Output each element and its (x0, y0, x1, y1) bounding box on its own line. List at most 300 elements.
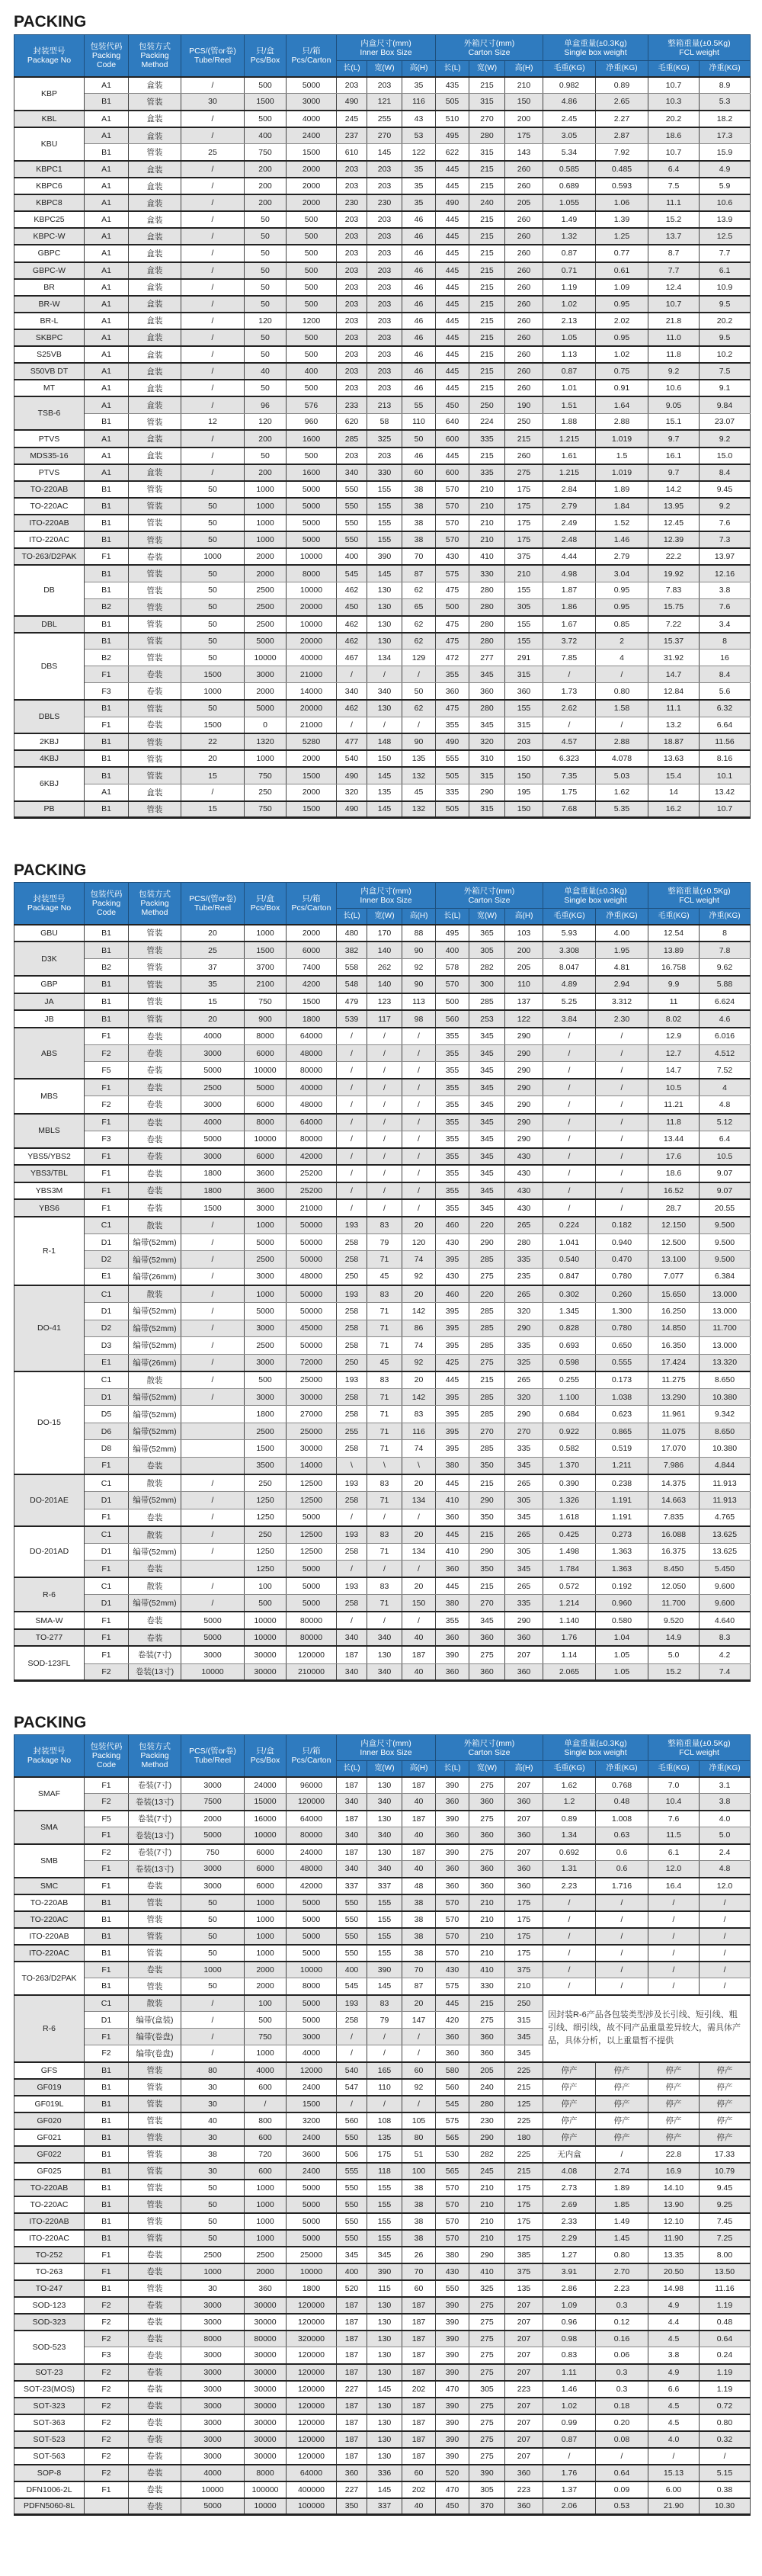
cell: 290 (505, 1096, 543, 1114)
package-name: YBS6 (14, 1199, 85, 1217)
cell: 120000 (287, 2314, 337, 2331)
cell: 290 (505, 1062, 543, 1079)
cell: 7.22 (648, 616, 700, 633)
cell: 卷装 (129, 1629, 181, 1647)
cell: 340 (337, 1663, 367, 1681)
cell: 0.63 (596, 1827, 648, 1844)
cell: 3000 (287, 2029, 337, 2045)
cell: 0.585 (543, 161, 596, 178)
table-row (14, 2129, 751, 2146)
cell: 120 (245, 313, 287, 329)
cell: 停产 (648, 2112, 700, 2129)
cell: 210 (469, 1894, 505, 1911)
cell: 203 (367, 296, 402, 313)
table-row (14, 346, 751, 363)
col-pcs-carton (287, 883, 337, 925)
cell: 207 (505, 2414, 543, 2431)
cell: 7.6 (648, 1811, 700, 1827)
cell: 210 (469, 1911, 505, 1928)
cell: 79 (367, 1233, 402, 1251)
subcol-h-text: 高(H) (409, 1763, 428, 1772)
cell: 345 (337, 2247, 367, 2263)
cell: 散装 (129, 1371, 181, 1389)
subcol-l-text: 长(L) (443, 911, 461, 920)
table-row (14, 1844, 751, 1861)
cell: 管装 (129, 616, 181, 633)
package-name: ABS (14, 1028, 85, 1079)
cell: A1 (85, 194, 129, 211)
cell: 2500 (245, 1423, 287, 1440)
cell: 20.50 (648, 2263, 700, 2280)
cell: / (337, 2096, 367, 2112)
cell: 3.8 (700, 582, 751, 598)
cell: 卷装(13寸) (129, 1827, 181, 1844)
cell: 62 (402, 700, 436, 717)
cell: 215 (469, 211, 505, 228)
cell: 0.425 (543, 1526, 596, 1544)
cell: / (543, 1028, 596, 1045)
cell: 1.75 (543, 784, 596, 800)
cell: / (596, 1928, 648, 1945)
cell: 360 (245, 2280, 287, 2297)
cell: 150 (505, 767, 543, 784)
cell: 卷装 (129, 2381, 181, 2398)
cell: 编带(52mm) (129, 1543, 181, 1561)
cell: 235 (505, 1268, 543, 1285)
cell: 500 (245, 1371, 287, 1389)
cell: 1.05 (543, 329, 596, 346)
section-title: PACKING (14, 1714, 87, 1731)
cell: 320 (505, 1303, 543, 1320)
table-row (14, 1337, 751, 1355)
cell: 203 (367, 262, 402, 279)
cell: 155 (367, 498, 402, 515)
cell: 215 (469, 1577, 505, 1595)
cell: 200 (245, 178, 287, 194)
cell: 1000 (245, 2045, 287, 2062)
cell: 2500 (245, 2247, 287, 2263)
cell: 1000 (245, 531, 287, 548)
table-row (14, 296, 751, 313)
cell: 30000 (245, 1646, 287, 1663)
cell: 0.555 (596, 1354, 648, 1371)
package-name: TO-220AC (14, 2196, 85, 2213)
cell: 10.79 (700, 2163, 751, 2180)
cell: 130 (367, 1811, 402, 1827)
cell: 1.62 (543, 1777, 596, 1794)
package-name: TO-277 (14, 1629, 85, 1647)
cell: 8.4 (700, 464, 751, 481)
cell: 530 (436, 2146, 469, 2163)
table-row (14, 448, 751, 464)
cell: 187 (402, 1646, 436, 1663)
cell: / (337, 1062, 367, 1079)
cell: 10000 (287, 2263, 337, 2280)
cell: 255 (367, 111, 402, 127)
table-row (14, 750, 751, 767)
cell: 4000 (287, 2045, 337, 2062)
cell: 1000 (245, 1945, 287, 1962)
cell: 卷装(7寸) (129, 1844, 181, 1861)
col-package-no-text: 封装型号 (33, 893, 66, 903)
cell: / (337, 1509, 367, 1526)
cell: 355 (436, 1079, 469, 1096)
cell: 38 (402, 515, 436, 531)
cell: 5000 (287, 1945, 337, 1962)
cell: 355 (436, 1096, 469, 1114)
table-row (14, 565, 751, 582)
cell: 管装 (129, 767, 181, 784)
cell: 2.62 (543, 700, 596, 717)
cell: 1.140 (543, 1612, 596, 1629)
cell: 187 (337, 2364, 367, 2381)
cell: 0.48 (700, 2314, 751, 2331)
cell: 203 (367, 161, 402, 178)
cell: 5000 (245, 1079, 287, 1096)
subcol-l-text: 长(L) (343, 1763, 360, 1772)
cell: 550 (337, 498, 367, 515)
cell: 1000 (245, 481, 287, 498)
cell: 17.6 (648, 1148, 700, 1166)
cell: 7400 (287, 959, 337, 977)
cell: 223 (505, 2381, 543, 2398)
cell: 11.700 (700, 1320, 751, 1337)
cell: 2.73 (543, 2180, 596, 2196)
cell: 0.960 (596, 1595, 648, 1612)
table-row (14, 633, 751, 650)
cell: 92 (402, 1268, 436, 1285)
col-pcs-carton-text: 只/箱 (302, 893, 321, 903)
cell: 50 (245, 296, 287, 313)
cell: 14000 (287, 1457, 337, 1474)
cell: 50 (245, 380, 287, 396)
table-row (14, 2230, 751, 2247)
cell: 360 (469, 1794, 505, 1811)
package-name: GF021 (14, 2129, 85, 2146)
cell: 265 (505, 1526, 543, 1544)
cell: 395 (436, 1388, 469, 1406)
cell: 430 (505, 1182, 543, 1200)
cell: 1.215 (543, 464, 596, 481)
cell: / (402, 1165, 436, 1182)
cell: 400 (287, 363, 337, 380)
cell: 12.54 (648, 925, 700, 942)
cell: 12500 (287, 1526, 337, 1544)
subcol-gross2-text: 毛重(KG) (658, 911, 690, 920)
cell: 315 (469, 801, 505, 818)
cell: 2000 (287, 750, 337, 767)
cell: 340 (337, 1861, 367, 1878)
cell: 83 (402, 1406, 436, 1423)
cell: 0.16 (596, 2331, 648, 2347)
cell: 16.1 (648, 448, 700, 464)
cell: 管装 (129, 2079, 181, 2096)
cell: 4000 (287, 111, 337, 127)
col-pcs-tube-reel-text: Tube/Reel (194, 55, 232, 65)
cell: 50 (181, 633, 245, 650)
cell: 9.05 (648, 396, 700, 413)
col-packing-code (85, 1735, 129, 1777)
cell: 3700 (245, 959, 287, 977)
cell: 1250 (245, 1492, 287, 1509)
subcol-net2-text: 净重(KG) (709, 1763, 741, 1772)
cell: 224 (469, 413, 505, 430)
cell: 62 (402, 616, 436, 633)
cell: 管装 (129, 413, 181, 430)
cell: 5000 (287, 1595, 337, 1612)
cell: B1 (85, 700, 129, 717)
cell: A1 (85, 296, 129, 313)
cell: 350 (469, 1561, 505, 1578)
cell: 编带(卷盘) (129, 2045, 181, 2062)
cell: 0.470 (596, 1251, 648, 1269)
table-row (14, 1423, 751, 1440)
cell: 340 (337, 1827, 367, 1844)
cell: / (337, 1561, 367, 1578)
cell: 8.4 (700, 666, 751, 683)
cell: 停产 (596, 2079, 648, 2096)
cell: 64000 (287, 1028, 337, 1045)
col-pcs-box-text: Pcs/Box (250, 903, 280, 913)
cell: 2.23 (543, 1878, 596, 1894)
table-row (14, 2398, 751, 2414)
cell: 193 (337, 1217, 367, 1234)
cell: 285 (469, 1303, 505, 1320)
cell: 260 (505, 211, 543, 228)
cell: 575 (436, 565, 469, 582)
cell: 散装 (129, 1577, 181, 1595)
cell: / (596, 1199, 648, 1217)
cell: 550 (337, 515, 367, 531)
cell: 125 (505, 2096, 543, 2112)
subcol-gross (543, 1761, 596, 1777)
col-pcs-tube-reel-text: Tube/Reel (194, 1755, 232, 1765)
cell: 155 (367, 2230, 402, 2247)
cell: 停产 (596, 2062, 648, 2079)
cell: 管装 (129, 1894, 181, 1911)
cell: 472 (436, 650, 469, 666)
package-name: KBP (14, 77, 85, 111)
col-packing-code (85, 883, 129, 925)
cell: A1 (85, 464, 129, 481)
cell: 270 (367, 127, 402, 144)
cell: 260 (505, 178, 543, 194)
cell: 11.8 (648, 1114, 700, 1131)
subcol-h (402, 1761, 436, 1777)
cell: 1500 (287, 767, 337, 784)
cell: 10000 (181, 1663, 245, 1681)
cell: / (181, 380, 245, 396)
cell: 245 (469, 2163, 505, 2180)
cell: 0.64 (596, 2465, 648, 2481)
cell: 22 (181, 733, 245, 750)
cell: 570 (436, 531, 469, 548)
cell: 16.4 (648, 1878, 700, 1894)
cell: 50000 (287, 1217, 337, 1234)
cell: 550 (337, 1928, 367, 1945)
cell: 205 (505, 194, 543, 211)
cell: 50 (181, 1978, 245, 1995)
cell: 355 (436, 1062, 469, 1079)
cell: 570 (436, 498, 469, 515)
cell: 430 (436, 1962, 469, 1978)
cell: 12500 (287, 1543, 337, 1561)
cell: 2000 (287, 784, 337, 800)
table-row (14, 1629, 751, 1647)
cell: 83 (367, 1217, 402, 1234)
cell: 20 (181, 1010, 245, 1028)
cell: 2.30 (596, 1010, 648, 1028)
cell: / (402, 1612, 436, 1629)
cell: 390 (436, 1844, 469, 1861)
cell: 380 (436, 1595, 469, 1612)
cell: 80000 (287, 1827, 337, 1844)
cell: F1 (85, 1561, 129, 1578)
cell: 175 (505, 2180, 543, 2196)
cell: / (648, 1962, 700, 1978)
cell: 445 (436, 178, 469, 194)
cell: 6.4 (700, 1131, 751, 1148)
cell: 1.191 (596, 1509, 648, 1526)
cell: 258 (337, 1492, 367, 1509)
cell: / (337, 1028, 367, 1045)
cell: 2.065 (543, 1663, 596, 1681)
package-name: KBPC8 (14, 194, 85, 211)
cell: B1 (85, 733, 129, 750)
cell: 0.623 (596, 1406, 648, 1423)
package-name: GF022 (14, 2146, 85, 2163)
table-row (14, 1268, 751, 1285)
package-name: DO-201AD (14, 1526, 85, 1578)
cell: 240 (469, 194, 505, 211)
cell: 管装 (129, 942, 181, 959)
cell: 215 (469, 448, 505, 464)
cell: 1.100 (543, 1388, 596, 1406)
table-row (14, 1543, 751, 1561)
col-carton-size (436, 883, 543, 909)
cell: 1800 (181, 1165, 245, 1182)
cell: 2.79 (543, 498, 596, 515)
cell: F2 (85, 1044, 129, 1062)
cell: 203 (337, 77, 367, 94)
cell: 18.87 (648, 733, 700, 750)
cell: 600 (245, 2079, 287, 2096)
cell: 275 (469, 2314, 505, 2331)
cell: 290 (469, 1233, 505, 1251)
cell: 187 (337, 2431, 367, 2448)
cell: 132 (402, 801, 436, 818)
cell: 390 (436, 1646, 469, 1663)
table-row (14, 548, 751, 565)
cell: 9.500 (700, 1251, 751, 1269)
cell: 145 (367, 565, 402, 582)
cell: 500 (287, 296, 337, 313)
subcol-net (596, 61, 648, 77)
cell: 210 (469, 481, 505, 498)
cell: 1.49 (596, 2213, 648, 2230)
cell: 340 (367, 1629, 402, 1647)
cell: 0.780 (596, 1268, 648, 1285)
cell: / (181, 1526, 245, 1544)
cell: 203 (367, 380, 402, 396)
cell: 10000 (287, 616, 337, 633)
package-name: BR-W (14, 296, 85, 313)
cell: / (596, 1062, 648, 1079)
cell: 编带(52mm) (129, 1492, 181, 1509)
cell: 290 (505, 1131, 543, 1148)
cell: B1 (85, 1978, 129, 1995)
package-name: R-6 (14, 1577, 85, 1612)
cell: / (700, 1928, 751, 1945)
col-pcs-box (245, 35, 287, 77)
cell: 卷装 (129, 2398, 181, 2414)
cell: A1 (85, 313, 129, 329)
col-carton-size-text: 外箱尺寸(mm) (463, 38, 515, 48)
subcol-h-text: 高(H) (409, 911, 428, 920)
cell: 215 (469, 296, 505, 313)
cell: F1 (85, 1827, 129, 1844)
cell: / (181, 1492, 245, 1509)
cell: 30000 (287, 1388, 337, 1406)
cell: 430 (505, 1148, 543, 1166)
cell: \ (367, 1457, 402, 1474)
cell: 550 (337, 2196, 367, 2213)
cell: 10000 (245, 1062, 287, 1079)
cell: 35 (181, 976, 245, 993)
cell: / (402, 2029, 436, 2045)
subcol-gross2 (648, 909, 700, 925)
cell: 25200 (287, 1182, 337, 1200)
cell: 卷装 (129, 1612, 181, 1629)
cell: B1 (85, 2112, 129, 2129)
cell: 15.0 (700, 448, 751, 464)
cell: 0.485 (596, 161, 648, 178)
col-package-no (14, 883, 85, 925)
cell: 0.24 (700, 2347, 751, 2364)
cell: / (596, 1962, 648, 1978)
subcol-net2-text: 净重(KG) (709, 63, 741, 72)
cell: 610 (337, 144, 367, 161)
cell: / (181, 77, 245, 94)
package-name: TO-252 (14, 2247, 85, 2263)
cell: B1 (85, 565, 129, 582)
cell: B1 (85, 481, 129, 498)
cell: A1 (85, 111, 129, 127)
cell: 7.6 (700, 515, 751, 531)
cell: 395 (436, 1337, 469, 1355)
cell: 13.97 (700, 548, 751, 565)
cell: 258 (337, 1543, 367, 1561)
cell: 编带(52mm) (129, 1388, 181, 1406)
cell: 207 (505, 1777, 543, 1794)
cell: 9.500 (700, 1233, 751, 1251)
cell: 445 (436, 363, 469, 380)
table-row (14, 976, 751, 993)
cell: A1 (85, 396, 129, 413)
cell: 管装 (129, 94, 181, 111)
package-name: SMB (14, 1844, 85, 1878)
cell: 230 (337, 194, 367, 211)
cell: 203 (367, 77, 402, 94)
cell: 96 (245, 396, 287, 413)
cell: 360 (436, 1629, 469, 1647)
cell: 11.90 (648, 2230, 700, 2247)
cell: / (543, 1978, 596, 1995)
col-packing-method-text: Method (141, 907, 168, 917)
cell: 345 (505, 1457, 543, 1474)
cell: 0.540 (543, 1251, 596, 1269)
cell: D1 (85, 1233, 129, 1251)
